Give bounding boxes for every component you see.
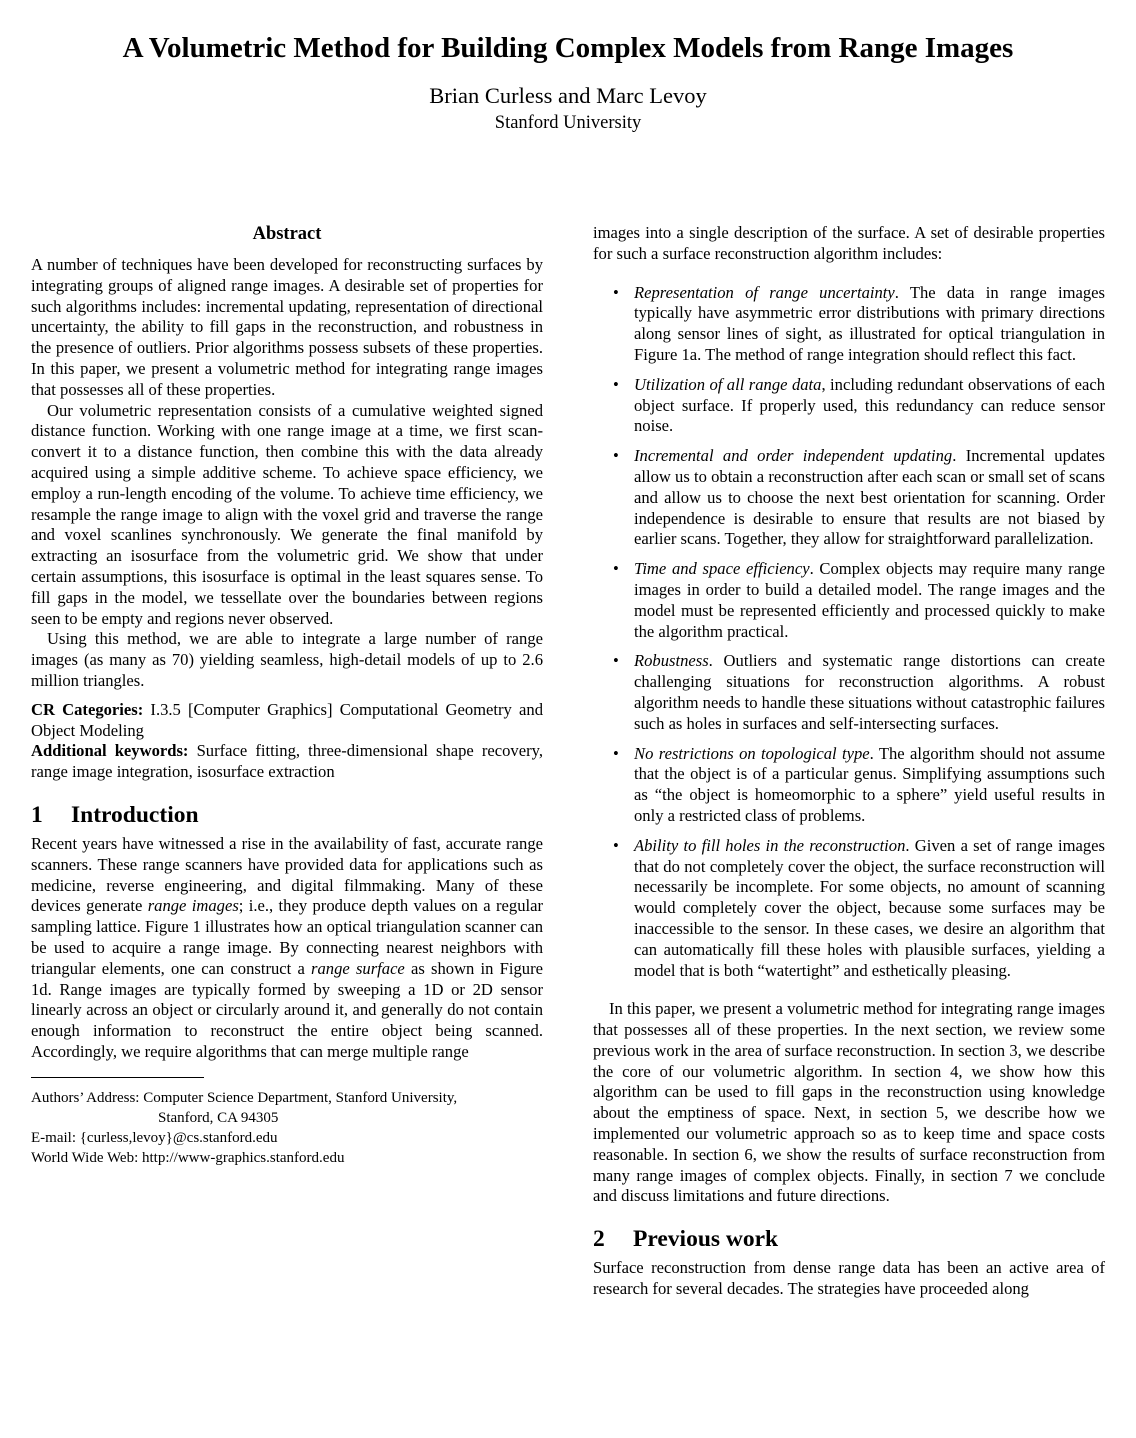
bullet-icon: •	[613, 374, 619, 394]
intro-continuation: images into a single description of the surface. A set of desirable properties for such a surface reconstruction algorithm includes:	[593, 223, 1105, 263]
bullet-icon: •	[613, 835, 619, 855]
footnote-web: World Wide Web: http://www-graphics.stanford.edu	[31, 1149, 345, 1166]
list-item: • Ability to fill holes in the reconstruction. Given a set of range images that do not completely cover the object, the surface reconstruction will necessarily be incomplete. For some objects, no amount of scanning would completely cover the object, because some surfaces may be inaccessible to the sensor. In these cases, we desire an algorithm that can automatically fill these holes with plausible surfaces, yielding a model that is both “watertight” and esthetically pleasing.	[613, 835, 1105, 980]
summary-paragraph: In this paper, we present a volumetric method for integrating range images that possesses all of these properties. In the next section, we review some previous work in the area of surface reconstruction. In section 3, we describe the core of our volumetric algorithm. In section 4, we show how this algorithm can be used to fill gaps in the reconstruction using knowledge about the emptiness of space. Next, in section 5, we describe how we implemented our volumetric approach so as to keep time and space costs reasonable. In section 6, we show the results of surface reconstruction from many range images of complex objects. Finally, in section 7 we conclude and discuss limitations and future directions.	[593, 999, 1105, 1206]
bullet-icon: •	[613, 282, 619, 302]
properties-list	[593, 283, 1105, 982]
left-column	[31, 223, 543, 1168]
list-item: • Robustness. Outliers and systematic range distortions can create challenging situations for reconstruction algorithms. A robust algorithm needs to handle these situations without catastrophic failures such as holes in surfaces and self-intersecting surfaces.	[613, 651, 1105, 733]
list-item: • Time and space efficiency. Complex objects may require many range images in order to build a detailed model. The range images and the model must be represented efficiently and processed quickly to make the algorithm practical.	[613, 559, 1106, 641]
list-item: • No restrictions on topological type. The algorithm should not assume that the object is of a particular genus. Simplifying assumptions such as “the object is homeomorphic to a sphere” yield useful results in only a restricted class of problems.	[613, 743, 1105, 825]
cr-categories	[31, 700, 543, 742]
keywords-label: Additional keywords:	[31, 741, 189, 761]
abstract-paragraph-3: Using this method, we are able to integrate a large number of range images (as many as 70) yielding seamless, high-detail models of up to 2.6 million triangles.	[31, 629, 543, 690]
abstract-heading: Abstract	[252, 224, 322, 244]
term-range-images: range images	[147, 896, 239, 916]
paper-title: A Volumetric Method for Building Complex Models from Range Images	[122, 32, 1014, 64]
list-item: • Representation of range uncertainty. The data in range images typically have asymmetric error distributions with primary directions along sensor lines of sight, as illustrated for optical triangulation in Figure 1a. The method of range integration should reflect this fact.	[613, 282, 1106, 364]
list-item: • Incremental and order independent updating. Incremental updates allow us to obtain a reconstruction after each scan or small set of scans and allow us to choose the next best orientation for scanning. Order independence is desirable to ensure that results are not biased by earlier scans. Together, they allow for straightforward parallelization.	[613, 446, 1105, 549]
footnote-address: Authors’ Address: Computer Science Department, Stanford University,	[31, 1089, 458, 1106]
abstract-paragraph-2: Our volumetric representation consists of a cumulative weighted signed distance function. Working with one range image at a time, we first scan-convert it to a distance function, then combine this with the data already acquired using a simple additive scheme. To achieve space efficiency, we employ a run-length encoding of the volume. To achieve time efficiency, we resample the range image to align with the voxel grid and traverse the range and voxel scanlines synchronously. We generate the final manifold by extracting an isosurface from the volumetric grid. We show that under certain assumptions, this isosurface is optimal in the least squares sense. To fill gaps in the model, we tessellate over the boundaries between regions seen to be empty and regions never observed.	[31, 400, 543, 628]
previous-work-paragraph: Surface reconstruction from dense range data has been an active area of research for several decades. The strategies have proceeded along	[593, 1258, 1105, 1299]
bullet-icon: •	[613, 651, 619, 671]
section-heading-introduction	[31, 801, 543, 829]
abstract-paragraph-1: A number of techniques have been developed for reconstructing surfaces by integrating groups of aligned range images. A desirable set of properties for such algorithms includes: incremental updating, representation of directional uncertainty, the ability to fill gaps in the reconstruction, and robustness in the presence of outliers. Prior algorithms possess subsets of these properties. In this paper, we present a volumetric method for integrating range images that possesses all of these properties.	[31, 255, 543, 399]
cr-categories-label: CR Categories:	[31, 699, 144, 719]
paper-authors: Brian Curless and Marc Levoy	[429, 83, 707, 108]
paper-affiliation: Stanford University	[494, 113, 642, 133]
section-title: Previous work	[633, 1226, 779, 1253]
intro-paragraph: Recent years have witnessed a rise in the availability of fast, accurate range scanners. These range scanners have provided data for applications such as medicine, reverse engineering, and digital filmmaking. Many of these devices generate range images; i.e., they produce depth values on a regular sampling lattice. Figure 1 illustrates how an optical triangulation scanner can be used to acquire a range image. By connecting nearest neighbors with triangular elements, one can construct a range surface as shown in Figure 1d. Range images are typically formed by sweeping a 1D or 2D sensor linearly across an object or circularly around it, and generally do not contain enough information to reconstruct the entire object being scanned. Accordingly, we require algorithms that can merge multiple range	[31, 833, 543, 1061]
right-column	[593, 223, 1105, 1300]
bullet-icon: •	[613, 446, 619, 466]
section-heading-previous-work	[593, 1225, 1105, 1253]
section-number: 1	[31, 801, 43, 828]
bullet-icon: •	[613, 743, 619, 763]
footnote	[31, 1088, 543, 1168]
footnote-email: E-mail: {curless,levoy}@cs.stanford.edu	[31, 1129, 278, 1146]
footnote-address-city: Stanford, CA 94305	[158, 1109, 279, 1126]
additional-keywords	[31, 741, 543, 783]
keywords-text: Surface fitting, three-dimensional shape recovery, range image integration, isosurface extraction	[31, 741, 543, 782]
list-item: • Utilization of all range data, including redundant observations of each object surface. If properly used, this redundancy can reduce sensor noise.	[613, 374, 1105, 436]
section-title: Introduction	[71, 801, 199, 828]
term-range-surface: range surface	[311, 958, 405, 978]
bullet-icon: •	[613, 559, 619, 579]
cr-categories-text: I.3.5 [Computer Graphics] Computational Geometry and Object Modeling	[31, 699, 543, 740]
section-number: 2	[593, 1226, 605, 1253]
